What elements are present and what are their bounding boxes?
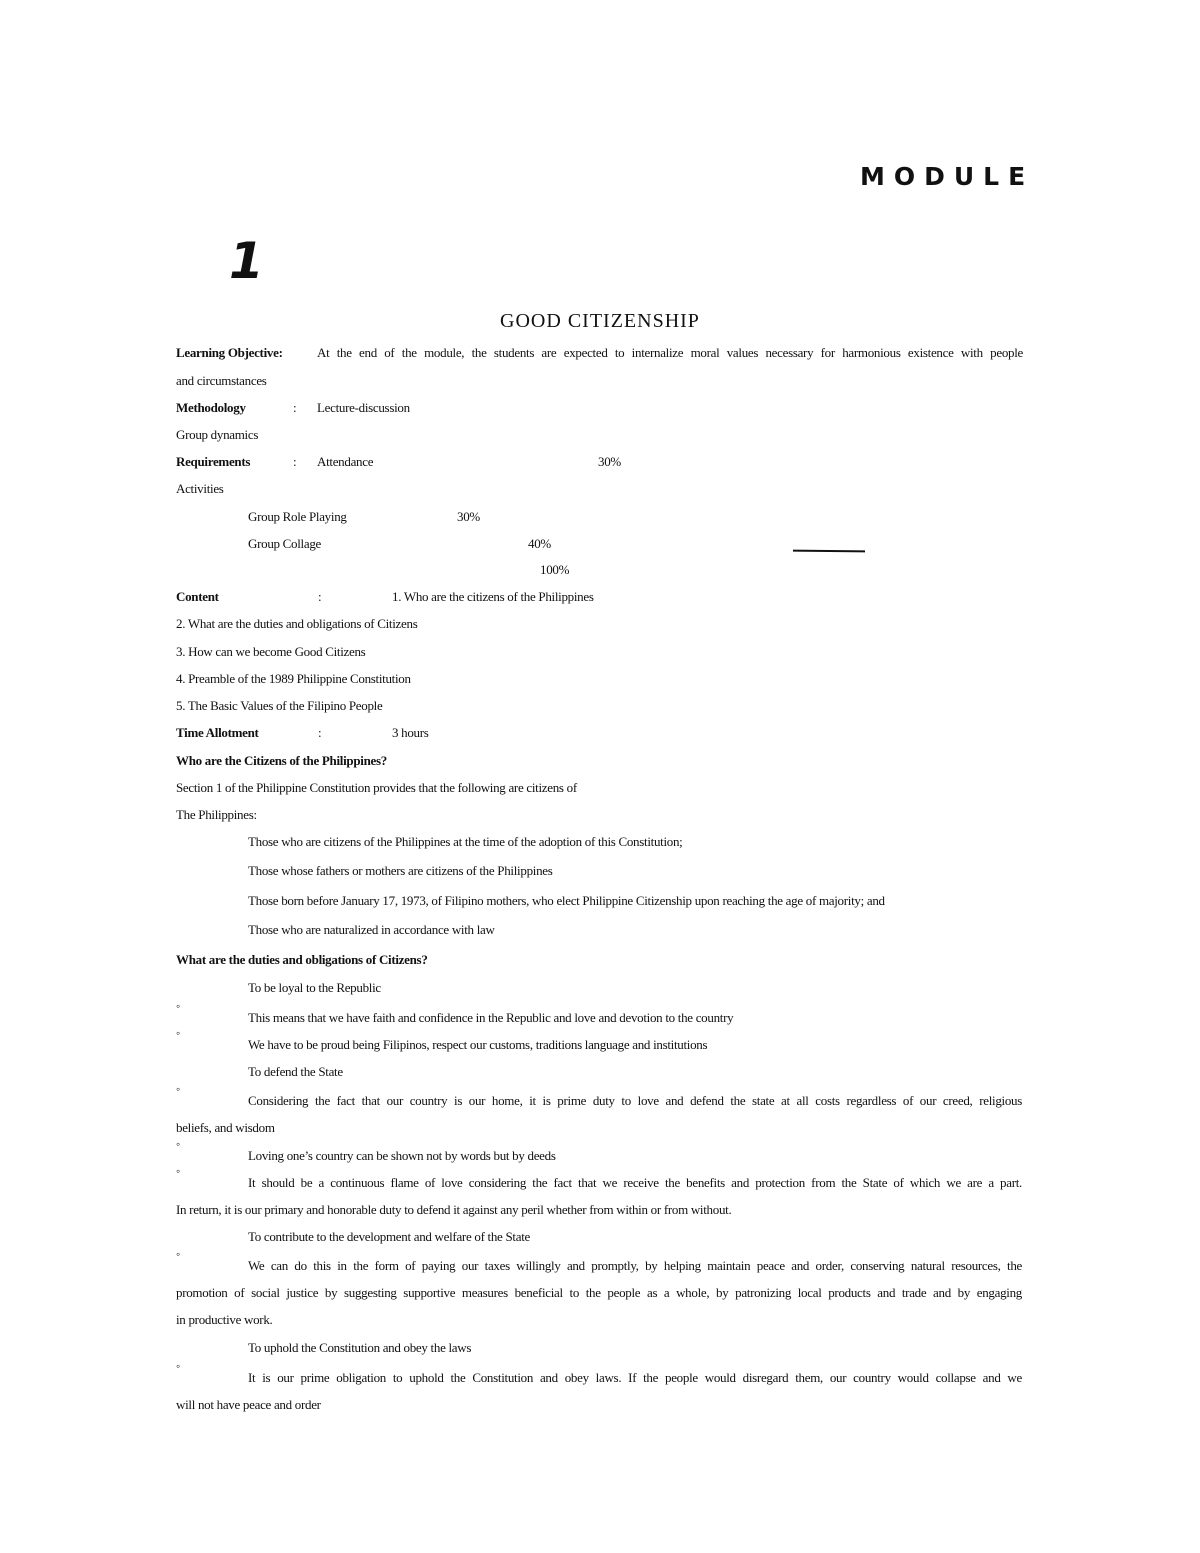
duty-welfare-detail-cont: promotion of social justice by suggesting supportive measures beneficial to the people as a whole, by patronizing local products and trade and by engaging — [176, 1285, 1022, 1300]
content-item: 5. The Basic Values of the Filipino People — [176, 698, 383, 713]
learning-objective-text-cont: and circumstances — [176, 373, 267, 388]
collage-pct: 40% — [528, 536, 551, 551]
bullet-icon: ◦ — [176, 1359, 181, 1373]
duty-uphold-detail: It is our prime obligation to uphold the Constitution and obey laws. If the people would disregard them, our country would collapse and we — [248, 1370, 1022, 1385]
duty-loyal-detail: This means that we have faith and confidence in the Republic and love and devotion to the country — [248, 1010, 734, 1025]
content-item: 2. What are the duties and obligations of Citizens — [176, 616, 418, 631]
role-playing-label: Group Role Playing — [248, 509, 347, 524]
duty-defend-detail: Loving one’s country can be shown not by words but by deeds — [248, 1148, 556, 1163]
bullet-icon: ◦ — [176, 1247, 181, 1261]
content-item: 3. How can we become Good Citizens — [176, 644, 366, 659]
requirements-label: Requirements — [176, 454, 251, 469]
duty-loyal: To be loyal to the Republic — [248, 980, 381, 995]
learning-objective-label: Learning Objective: — [176, 345, 283, 360]
duty-defend-detail-cont: In return, it is our primary and honorable duty to defend it against any peril whether from within or from without. — [176, 1202, 732, 1217]
attendance-pct: 30% — [598, 454, 621, 469]
duty-loyal-detail: We have to be proud being Filipinos, respect our customs, traditions language and institutions — [248, 1037, 708, 1052]
module-number: 1 — [229, 232, 264, 290]
content-colon: : — [318, 589, 322, 604]
bullet-icon: ◦ — [176, 1082, 181, 1096]
duty-defend: To defend the State — [248, 1064, 343, 1079]
role-playing-pct: 30% — [457, 509, 480, 524]
duty-welfare-detail: We can do this in the form of paying our taxes willingly and promptly, by helping maintain peace and order, conserving natural resources, the — [248, 1258, 1022, 1273]
total-underline — [793, 550, 865, 553]
citizens-intro: Section 1 of the Philippine Constitution provides that the following are citizens of — [176, 780, 577, 795]
duty-defend-detail-cont: beliefs, and wisdom — [176, 1120, 275, 1135]
bullet-icon: ◦ — [176, 1137, 181, 1151]
citizens-item: Those whose fathers or mothers are citizens of the Philippines — [248, 863, 553, 878]
citizens-item: Those born before January 17, 1973, of Filipino mothers, who elect Philippine Citizenship upon reaching the age of majority; and — [248, 893, 885, 908]
duties-heading: What are the duties and obligations of Citizens? — [176, 952, 428, 967]
duty-uphold-detail-cont: will not have peace and order — [176, 1397, 321, 1412]
page-title: GOOD CITIZENSHIP — [500, 310, 700, 332]
requirements-colon: : — [293, 454, 297, 469]
requirements-total: 100% — [540, 562, 570, 577]
bullet-icon: ◦ — [176, 1164, 181, 1178]
content-item: 1. Who are the citizens of the Philippines — [392, 589, 594, 604]
methodology-value-2: Group dynamics — [176, 427, 259, 442]
collage-label: Group Collage — [248, 536, 322, 551]
time-allotment-label: Time Allotment — [176, 725, 259, 740]
content-label: Content — [176, 589, 219, 604]
time-allotment-value: 3 hours — [392, 725, 429, 740]
citizens-intro-cont: The Philippines: — [176, 807, 257, 822]
content-item: 4. Preamble of the 1989 Philippine Constitution — [176, 671, 411, 686]
methodology-value: Lecture-discussion — [317, 400, 410, 415]
duty-uphold: To uphold the Constitution and obey the laws — [248, 1340, 472, 1355]
duty-welfare-detail-cont: in productive work. — [176, 1312, 273, 1327]
methodology-colon: : — [293, 400, 297, 415]
citizens-item: Those who are naturalized in accordance with law — [248, 922, 495, 937]
module-heading: MODULE — [860, 162, 1035, 191]
duty-defend-detail: Considering the fact that our country is our home, it is prime duty to love and defend the state at all costs regardless of our creed, religious — [248, 1093, 1022, 1108]
bullet-icon: ◦ — [176, 999, 181, 1013]
citizens-heading: Who are the Citizens of the Philippines? — [176, 753, 387, 768]
duty-welfare: To contribute to the development and welfare of the State — [248, 1229, 530, 1244]
methodology-label: Methodology — [176, 400, 246, 415]
attendance-label: Attendance — [317, 454, 374, 469]
activities-label: Activities — [176, 481, 224, 496]
duty-defend-detail: It should be a continuous flame of love considering the fact that we receive the benefits and protection from the State of which we are a part. — [248, 1175, 1022, 1190]
time-allotment-colon: : — [318, 725, 322, 740]
citizens-item: Those who are citizens of the Philippines at the time of the adoption of this Constitution; — [248, 834, 683, 849]
bullet-icon: ◦ — [176, 1026, 181, 1040]
learning-objective-text: At the end of the module, the students are expected to internalize moral values necessary for harmonious existence with people — [317, 345, 1023, 360]
